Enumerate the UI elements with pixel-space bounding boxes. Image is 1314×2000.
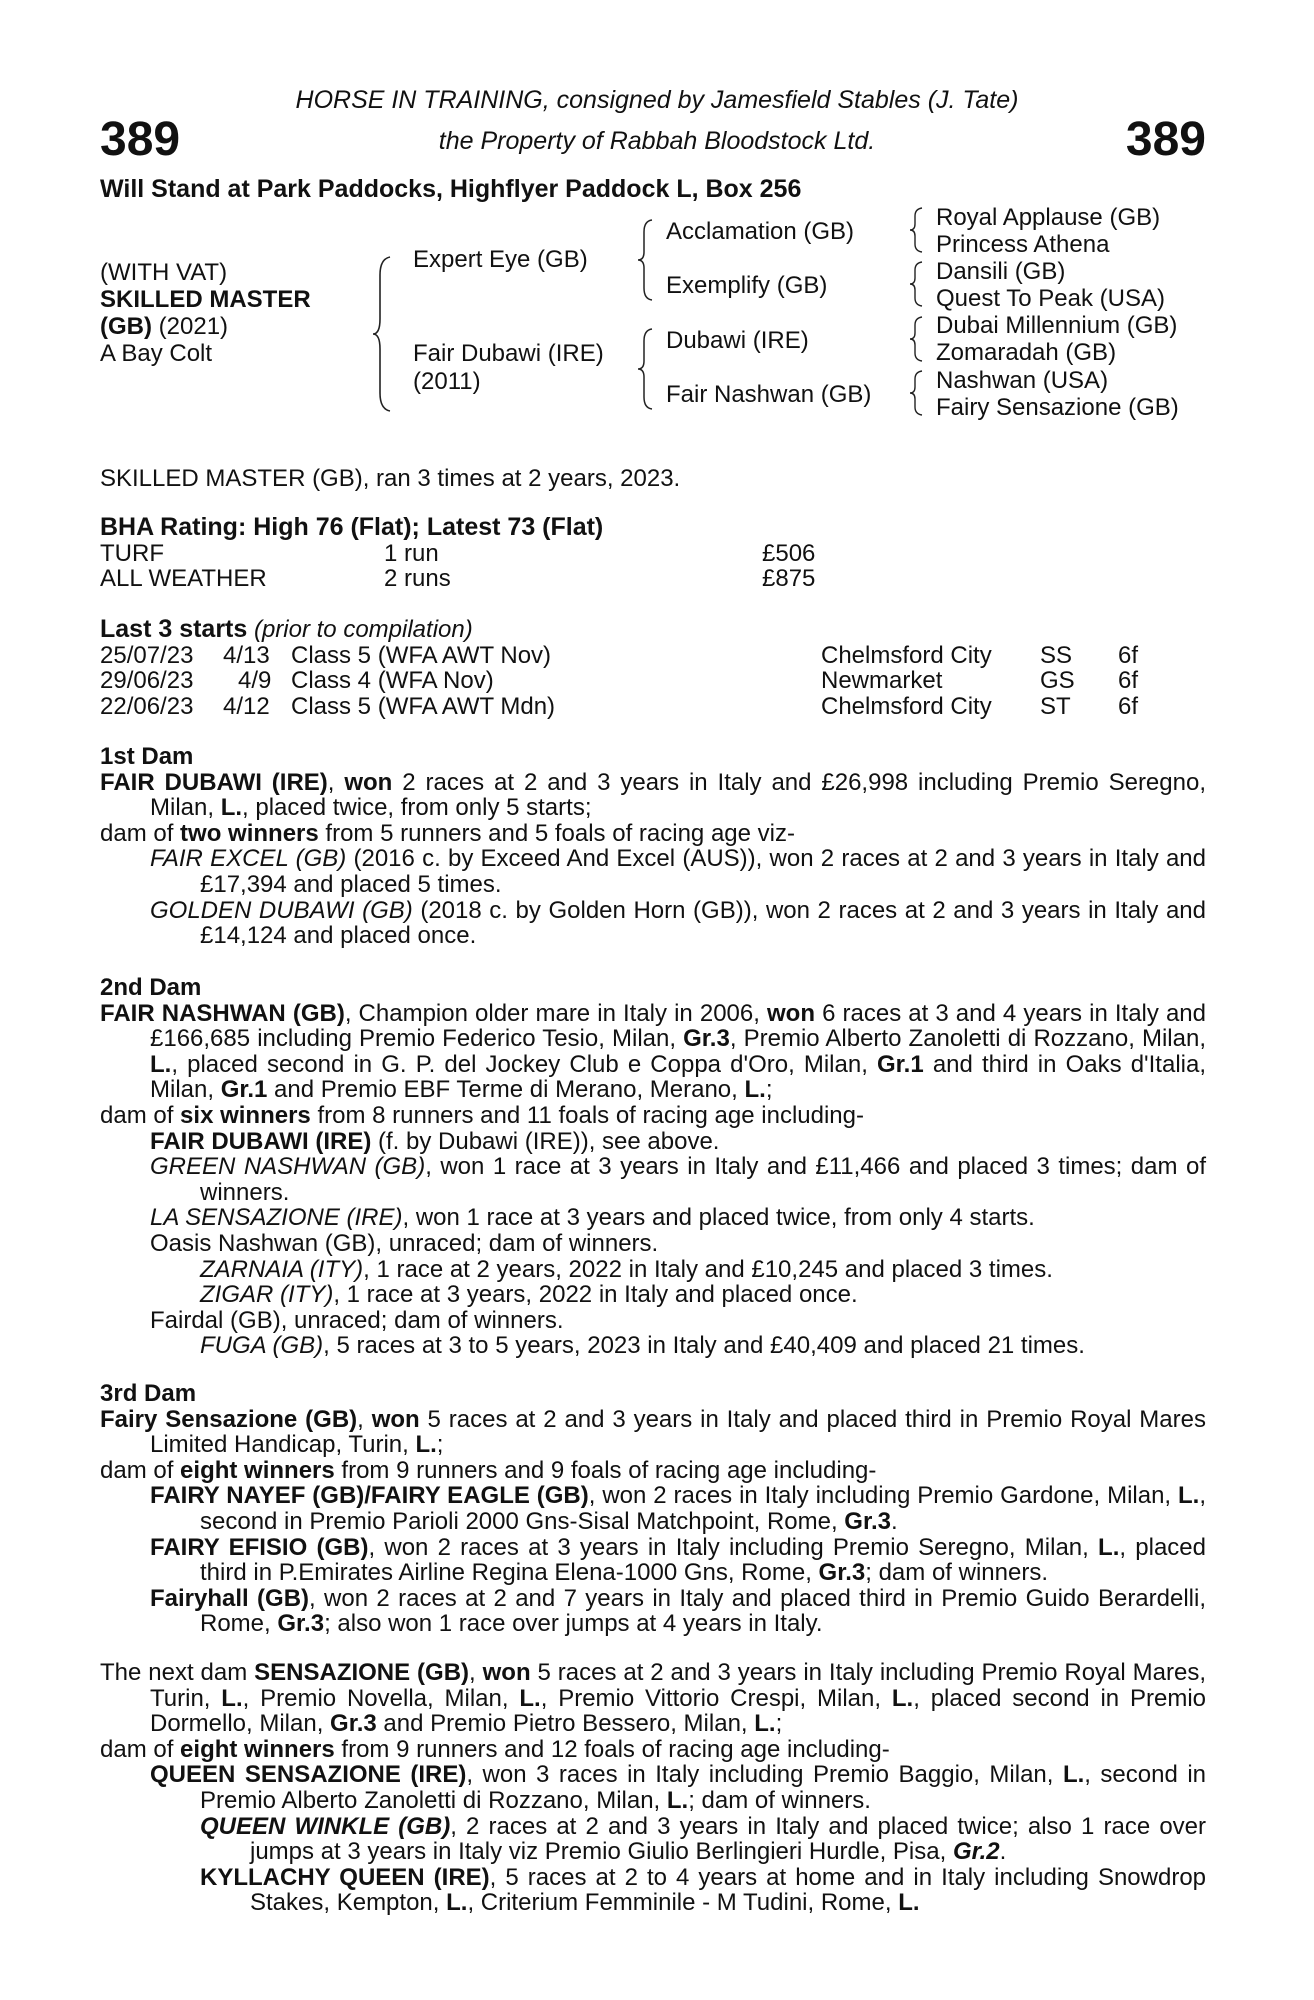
rating-block: [100, 515, 1206, 592]
text-run: ZARNAIA (ITY): [200, 1255, 364, 1283]
next-dam-section: [100, 1660, 1206, 1916]
text-run: (f. by Dubawi (IRE)), see above.: [371, 1127, 720, 1155]
text-run: ;: [765, 1076, 773, 1104]
sire-dam: Exemplify (GB): [666, 272, 828, 299]
text-run: dam of: [100, 1456, 181, 1484]
text-run: KYLLACHY QUEEN (IRE): [200, 1863, 490, 1891]
first-dam-section: [100, 744, 1206, 949]
text-run: QUEEN WINKLE (GB): [200, 1812, 451, 1840]
text-run: 2 races at 2 and 3 years in Italy and £26,998 including Premio Seregno, Milan,: [150, 768, 1206, 822]
start-distance: 6f: [1118, 692, 1139, 720]
sire-sire: Acclamation (GB): [666, 218, 855, 245]
start-row: [100, 668, 1206, 694]
third-dam-produce-item: [100, 1483, 1206, 1534]
text-run: , Premio Novella, Milan,: [242, 1684, 520, 1712]
text-run: , second in Premio Parioli 2000 Gns-Sisal Matchpoint, Rome,: [200, 1482, 1206, 1535]
text-run: eight winners: [180, 1456, 335, 1484]
second-dam-record: [100, 1001, 1206, 1103]
text-run: , 2 races at 2 and 3 years in Italy and placed twice; also 1 race over jumps at 3 years in Italy viz Premio Giulio Berlingieri Hurdle, Pisa,: [250, 1812, 1207, 1866]
text-run: ;: [775, 1710, 783, 1738]
start-date: 29/06/23: [100, 667, 194, 695]
text-run: Gr.2: [952, 1838, 1000, 1866]
start-course: Chelmsford City: [821, 692, 992, 720]
rating-title: BHA Rating: High 76 (Flat); Latest 73 (Flat): [100, 513, 604, 541]
text-run: L.: [150, 1050, 172, 1078]
second-dam-heading: 2nd Dam: [100, 974, 202, 1001]
text-run: , second in Premio Alberto Zanoletti di Rozzano, Milan,: [200, 1761, 1206, 1814]
first-dam-record: [100, 770, 1206, 821]
second-dam-produce-item: [100, 1308, 1206, 1334]
start-going: GS: [1040, 667, 1075, 695]
start-date: 25/07/23: [100, 641, 194, 669]
text-run: eight winners: [180, 1735, 335, 1763]
start-race: Class 4 (WFA Nov): [291, 667, 494, 695]
text-run: L.: [415, 1431, 437, 1459]
race-summary: SKILLED MASTER (GB), ran 3 times at 2 years, 2023.: [100, 465, 681, 492]
rating-surface: ALL WEATHER: [100, 565, 267, 593]
text-run: from 9 runners and 12 foals of racing age including-: [334, 1735, 890, 1763]
text-run: , won 2 races at 3 years in Italy including Premio Seregno, Milan,: [368, 1533, 1099, 1561]
text-run: Gr.3: [818, 1559, 866, 1587]
next-dam-record: [100, 1660, 1206, 1737]
text-run: six winners: [180, 1101, 311, 1129]
text-run: L.: [220, 794, 243, 822]
dam-dam: Fair Nashwan (GB): [666, 381, 872, 408]
g3-zomaradah: Zomaradah (GB): [936, 339, 1117, 366]
text-run: L.: [754, 1710, 776, 1738]
text-run: ;: [436, 1431, 444, 1459]
horse-origin-year: [100, 313, 228, 341]
text-run: dam of: [100, 819, 181, 847]
start-row: [100, 643, 1206, 669]
next-dam-grand-produce-item: [100, 1865, 1206, 1916]
rating-runs: 2 runs: [384, 565, 451, 593]
text-run: ,: [327, 768, 345, 796]
text-run: and Premio EBF Terme di Merano, Merano,: [267, 1076, 745, 1104]
first-dam-produce-item: [100, 846, 1206, 897]
text-run: Fairy Sensazione (GB): [100, 1405, 358, 1433]
text-run: , 5 races at 3 to 5 years, 2023 in Italy and £40,409 and placed 21 times.: [323, 1332, 1085, 1360]
g3-dubai-millennium: Dubai Millennium (GB): [936, 312, 1178, 339]
text-run: L.: [1062, 1761, 1085, 1789]
text-run: , won 2 races at 2 and 7 years in Italy and placed third in Premio Guido Berardelli, Rome,: [200, 1584, 1207, 1638]
start-going: ST: [1040, 692, 1071, 720]
text-run: FAIR NASHWAN (GB): [100, 999, 345, 1027]
text-run: .: [891, 1507, 898, 1535]
text-run: GOLDEN DUBAWI (GB): [150, 896, 413, 924]
text-run: , 1 race at 2 years, 2022 in Italy and £10,245 and placed 3 times.: [363, 1255, 1053, 1283]
rating-money: £875: [762, 565, 816, 593]
text-run: and Premio Pietro Bessero, Milan,: [376, 1710, 755, 1738]
text-run: , Premio Alberto Zanoletti di Rozzano, Milan,: [729, 1025, 1206, 1053]
third-dam-record: [100, 1407, 1206, 1458]
text-run: FAIR DUBAWI (IRE): [150, 1127, 372, 1155]
text-run: FUGA (GB): [200, 1332, 324, 1360]
first-dam-produce-summary: [100, 821, 1206, 847]
text-run: , Criterium Femminile - M Tudini, Rome,: [467, 1889, 899, 1917]
text-run: Gr.1: [220, 1076, 268, 1104]
start-distance: 6f: [1118, 641, 1139, 669]
text-run: L.: [1098, 1533, 1120, 1561]
g3-royal-applause: Royal Applause (GB): [936, 204, 1161, 231]
text-run: L.: [519, 1684, 541, 1712]
text-run: , 1 race at 3 years, 2022 in Italy and placed once.: [333, 1281, 858, 1309]
text-run: Gr.3: [277, 1610, 325, 1638]
text-run: dam of: [100, 1735, 181, 1763]
start-race: Class 5 (WFA AWT Nov): [291, 641, 552, 669]
g3-princess-athena: Princess Athena: [936, 231, 1110, 258]
text-run: , Premio Vittorio Crespi, Milan,: [540, 1684, 892, 1712]
g3-fairy-sensazione: Fairy Sensazione (GB): [936, 394, 1179, 421]
horse-year: (2021): [158, 313, 229, 340]
text-run: , placed third in P.Emirates Airline Regina Elena-1000 Gns, Rome,: [200, 1533, 1206, 1587]
text-run: (2018 c. by Golden Horn (GB)), won 2 races at 2 and 3 years in Italy and £14,124 and placed once.: [200, 896, 1206, 950]
text-run: , placed second in Premio Dormello, Milan,: [150, 1684, 1207, 1738]
text-run: FAIR DUBAWI (IRE): [100, 768, 328, 796]
text-run: Gr.3: [844, 1507, 891, 1535]
second-dam-grand-produce-item: [100, 1333, 1206, 1359]
text-run: , Champion older mare in Italy in 2006,: [344, 999, 767, 1027]
pedigree-brace-g3-4: [908, 369, 926, 417]
third-dam-heading: 3rd Dam: [100, 1380, 197, 1407]
text-run: won: [482, 1659, 531, 1686]
text-run: ; also won 1 race over jumps at 4 years in Italy.: [324, 1610, 823, 1638]
pedigree-brace-dam: [636, 327, 656, 411]
start-going: SS: [1040, 641, 1073, 669]
text-run: , placed twice, from only 5 starts;: [242, 794, 592, 822]
pedigree-brace-sire: [636, 218, 656, 302]
vat-note: (WITH VAT): [100, 259, 228, 286]
next-dam-produce-summary: [100, 1737, 1206, 1763]
next-dam-produce-item: [100, 1762, 1206, 1813]
horse-description: A Bay Colt: [100, 340, 213, 367]
first-dam-produce-item: [100, 898, 1206, 949]
text-run: 6 races at 3 and 4 years in Italy and £166,685 including Premio Federico Tesio, Milan,: [150, 999, 1207, 1053]
second-dam-grand-produce-item: [100, 1257, 1206, 1283]
text-run: from 9 runners and 9 foals of racing age including-: [334, 1456, 877, 1484]
rating-row: [100, 541, 1206, 567]
text-run: GREEN NASHWAN (GB): [150, 1153, 426, 1181]
text-run: QUEEN SENSAZIONE (IRE): [150, 1761, 467, 1789]
start-position: 4/12: [223, 692, 270, 720]
text-run: , won 1 race at 3 years and placed twice, from only 4 starts.: [402, 1204, 1035, 1232]
text-run: SENSAZIONE (GB): [254, 1659, 470, 1686]
last-starts-block: [100, 617, 1206, 719]
text-run: L.: [898, 1889, 920, 1917]
text-run: L.: [744, 1076, 766, 1104]
text-run: FAIRY EFISIO (GB): [150, 1533, 369, 1561]
text-run: Gr.3: [330, 1710, 377, 1738]
text-run: (2016 c. by Exceed And Excel (AUS)), won 2 races at 2 and 3 years in Italy and £17,394 and placed 5 times.: [200, 845, 1206, 898]
start-course: Chelmsford City: [821, 641, 992, 669]
second-dam-produce-item: [100, 1205, 1206, 1231]
consignor-line: HORSE IN TRAINING, consigned by Jamesfield Stables (J. Tate): [295, 86, 1019, 114]
start-row: [100, 694, 1206, 720]
start-position: 4/13: [223, 641, 270, 669]
text-run: Fairyhall (GB): [150, 1584, 310, 1612]
text-run: , won 3 races in Italy including Premio Baggio, Milan,: [466, 1761, 1063, 1789]
text-run: ZIGAR (ITY): [200, 1281, 334, 1309]
text-run: FAIRY NAYEF (GB)/FAIRY EAGLE (GB): [150, 1482, 589, 1510]
text-run: , won 2 races in Italy including Premio Gardone, Milan,: [588, 1482, 1178, 1510]
third-dam-produce-summary: [100, 1458, 1206, 1484]
text-run: 5 races at 2 and 3 years in Italy including Premio Royal Mares, Turin,: [150, 1659, 1206, 1712]
last-starts-heading: [100, 617, 1206, 643]
text-run: The next dam: [100, 1659, 255, 1686]
start-race: Class 5 (WFA AWT Mdn): [291, 692, 556, 720]
dam-year: (2011): [413, 368, 481, 395]
g3-nashwan: Nashwan (USA): [936, 367, 1109, 394]
second-dam-produce-summary: [100, 1103, 1206, 1129]
last-starts-note: (prior to compilation): [253, 616, 473, 643]
text-run: L.: [666, 1786, 689, 1814]
second-dam-section: [100, 975, 1206, 1359]
third-dam-produce-item: [100, 1586, 1206, 1637]
text-run: Gr.1: [877, 1050, 924, 1078]
dam-sire: Dubawi (IRE): [666, 327, 809, 354]
text-run: L.: [1178, 1482, 1200, 1510]
text-run: two winners: [180, 819, 319, 847]
text-run: dam of: [100, 1101, 181, 1129]
text-run: ,: [357, 1405, 372, 1433]
text-run: and third in Oaks d'Italia, Milan,: [150, 1050, 1207, 1104]
horse-name: SKILLED MASTER: [100, 286, 311, 313]
text-run: Gr.3: [683, 1025, 730, 1053]
sire: Expert Eye (GB): [413, 246, 588, 273]
stand-location: Will Stand at Park Paddocks, Highflyer Paddock L, Box 256: [100, 175, 802, 203]
pedigree-brace-g3-2: [908, 260, 926, 308]
text-run: L.: [446, 1889, 468, 1917]
pedigree-brace-g3-1: [908, 206, 926, 254]
text-run: from 5 runners and 5 foals of racing age viz-: [318, 819, 795, 847]
pedigree-brace-main: [370, 255, 394, 413]
start-distance: 6f: [1118, 667, 1139, 695]
second-dam-produce-item: [100, 1231, 1206, 1257]
text-run: FAIR EXCEL (GB): [150, 845, 347, 873]
horse-country: (GB): [100, 313, 152, 340]
third-dam-section: [100, 1381, 1206, 1637]
text-run: from 8 runners and 11 foals of racing age including-: [310, 1101, 864, 1129]
text-run: ; dam of winners.: [688, 1786, 871, 1814]
text-run: , won 1 race at 3 years in Italy and £11,466 and placed 3 times; dam of winners.: [200, 1153, 1206, 1206]
text-run: ,: [469, 1659, 483, 1686]
next-dam-grand-produce-item: [100, 1814, 1206, 1865]
text-run: ; dam of winners.: [865, 1559, 1048, 1587]
start-date: 22/06/23: [100, 692, 194, 720]
rating-money: £506: [762, 539, 816, 567]
g3-quest-to-peak: Quest To Peak (USA): [936, 285, 1165, 312]
first-dam-heading: 1st Dam: [100, 743, 194, 770]
start-position: 4/9: [238, 667, 272, 695]
text-run: 5 races at 2 and 3 years in Italy and placed third in Premio Royal Mares Limited Handicap, Turin,: [150, 1405, 1206, 1459]
text-run: L.: [221, 1684, 243, 1712]
text-run: , placed second in G. P. del Jockey Club e Coppa d'Oro, Milan,: [171, 1050, 877, 1078]
third-dam-produce-item: [100, 1535, 1206, 1586]
last-starts-title: Last 3 starts: [100, 615, 248, 643]
property-line: the Property of Rabbah Bloodstock Ltd.: [438, 127, 876, 155]
lot-number-right: 389: [1125, 113, 1206, 166]
text-run: L.: [891, 1684, 914, 1712]
rating-row: [100, 566, 1206, 592]
second-dam-produce-item: [100, 1154, 1206, 1205]
g3-dansili: Dansili (GB): [936, 258, 1066, 285]
text-run: , 5 races at 2 to 4 years at home and in Italy including Snowdrop Stakes, Kempton,: [250, 1863, 1207, 1917]
lot-number-left: 389: [100, 113, 181, 166]
text-run: LA SENSAZIONE (IRE): [150, 1204, 403, 1232]
text-run: won: [371, 1405, 420, 1433]
second-dam-produce-item: [100, 1129, 1206, 1155]
rating-surface: TURF: [100, 539, 164, 567]
text-run: Oasis Nashwan (GB), unraced; dam of winners.: [150, 1229, 659, 1257]
second-dam-grand-produce-item: [100, 1282, 1206, 1308]
start-course: Newmarket: [821, 667, 943, 695]
rating-runs: 1 run: [384, 539, 439, 567]
text-run: won: [767, 999, 815, 1027]
text-run: won: [344, 768, 393, 796]
text-run: Fairdal (GB), unraced; dam of winners.: [150, 1306, 564, 1334]
dam: Fair Dubawi (IRE): [413, 340, 604, 367]
pedigree-brace-g3-3: [908, 315, 926, 363]
text-run: .: [999, 1838, 1007, 1866]
